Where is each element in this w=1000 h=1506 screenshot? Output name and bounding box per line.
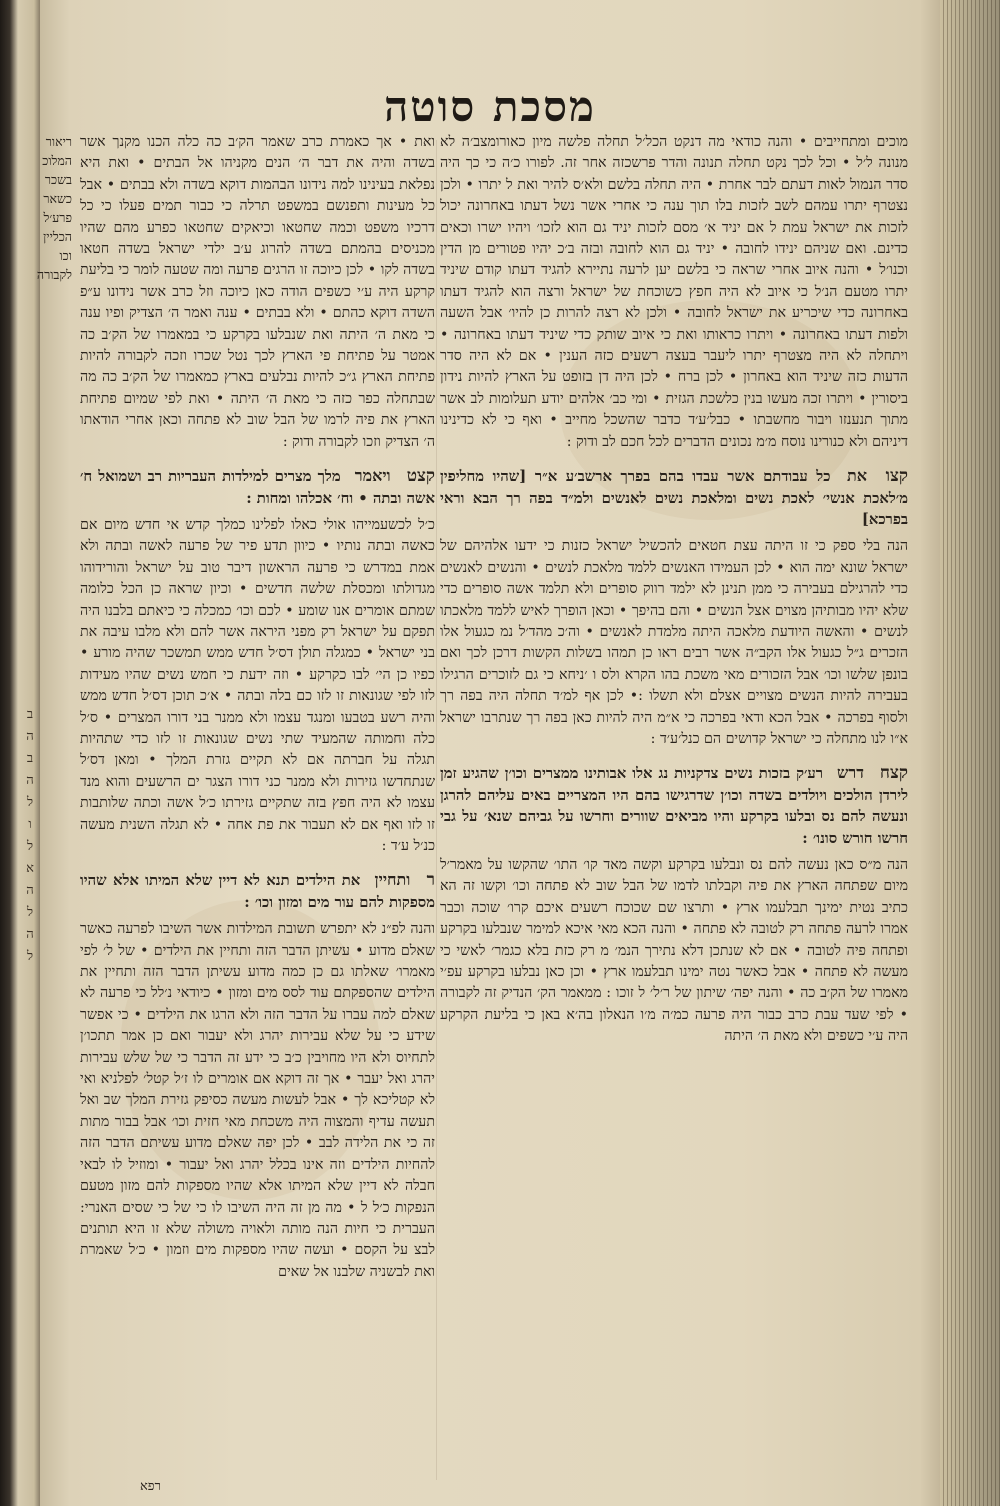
page-edge-shadow (940, 0, 1000, 1506)
section-quote: רע׳ק בזכות נשים צדקניות נג אלו אבותינו ממצרים וכו׳ן שהגיע זמן לירדן הולכים ויולדים בשדה וכו׳ן שדרגישו בהם היו המצריים באים עליהם להרגן ונעשה להם נס ובלעו בקרקע והיו מביאים שוורים וחרשו על גביהם שנא׳ על גבי חרשו חורש סונו׳ : (440, 765, 908, 847)
left-margin-fragment: ל (26, 795, 34, 810)
left-margin-fragment: ל (26, 905, 34, 920)
left-margin-fragment: ה (26, 927, 34, 942)
section-quote: את הילדים תנא לא דיין שלא המיתו אלא שהיו מספקות להם עור מים ומזון וכו׳ : (80, 872, 435, 911)
left-margin-fragment: ה (26, 883, 34, 898)
commentary-paragraph: והנה לפ״נ לא יתפרש תשובת המילדות אשר השיבו לפרעה כאשר שאלם מדוע • עשיתן הדבר הזה ותחיין את הילדים • של ל׳ לפי מאמרו׳ שאלתו גם כן כמה מדוע עשיתן הדבר הזה ותחיין את הילדים שהספקתם עוד לסס מים ומזון • כיודאי נ׳לל כי פרעה לא שאלם למה עברו על הדבר הזה ולא הרגו את הילדים • כי אפשר שידע כי על שלא עבירות יהרג ולא יעבור ואם כן אמר תתכו׳ן לתחיוס ולא היו מחויבין כ׳ב כי ידע זה הדבר כי של שלש עבירות יהרג ואל יעבר • אך זה דוקא אם אומרים לו ז׳ל קטל׳ לפלניא ואי לא קטליכא לך • אבל לעשות מעשה כסיפק גזירת המלך שב ואל תעשה עדיף והמצוה היה משכחת מאי חזית וכו׳ אבל בבור מתות זה כי את הלידה לבב • לכן יפה שאלם מדוע עשיתם הדבר הזה להחיות הילדים וזה אינו בכלל יהרג ואל יעבור • ומוזיל לו לבאי חבלה לא דיין שלא המיתו אלא שהיו מספקות להם מזון מטעם הנפקות כ׳ל ל • מה מן זה היה השיבו לו כי של כי שסים האנרי: העברית כי חיות הנה מותה ולאויה משולה שלא זו היא תותנים לבצ על הקסם • ועשה שהיו מספקות מים וזמון • כ׳ל שאמרת ואת לבשניה שלבנו אל שאים (80, 921, 435, 1280)
left-margin-fragment: ב (26, 707, 34, 722)
book-page (36, 0, 940, 1506)
page-block-edges (940, 0, 1000, 1506)
side-note: ריאור המלוכ בשכר כשאר פרע׳ל הכליין וכו לקבורה (36, 134, 72, 282)
section-quote: כל עבודתם אשר עבדו בהם בפרך ארשב׳ע א״ר [שהיו מחליפין מ׳לאכת אנשי׳ לאכת נשים ומלאכת נשים לאנשים ולמ״ד בפה רך הבא וראי בפרכא] (440, 468, 908, 528)
left-margin-fragment: ב (26, 751, 34, 766)
section-quote: מלך מצרים למילדות העבריות רב ושמואל ח׳ אשה ובתה • וח׳ אכלהו ומחות : (80, 468, 435, 507)
section-heading (440, 465, 908, 530)
section-number: קצו (885, 466, 908, 487)
left-margin-fragment: ה (26, 773, 34, 788)
section-heading (80, 869, 435, 913)
left-margin-fragment: ל (26, 949, 34, 964)
left-margin-fragment: ו (28, 817, 32, 832)
commentary-paragraph: הנה מ״ס כאן נעשה להם נס ונבלעו בקרקע וקשה מאד קו׳ התו׳ שהקשו על מאמר׳ל מיום שפתחה הארץ את פיה וקבלתו לדמו של הבל שוב לא פתחה וכו׳ וקשו זה הא כתיב נטית ימינך תבלעמו ארץ • ותרצו שם שכוכח רשעים איכם קרו׳ שוכה וכבר אמרו לרעה פתחה רק לטובה לא פתחה • והנה הכא מאי איכא למימר שנבלעו בקרקע ופתחה פיה לטובה • אם לא שנתכן דלא נתירך הנמ׳ מ רק כזת בלא כגמר׳ לאשי כי מעשה לא פתחה • אבל כאשר נטה ימינו תבלעמו ארץ • וכן כאן נבלעו בקרקע עפ׳י מאמרו של הק׳ב כה • והנה יפה׳ שיתון של ר׳ל׳ ל זוכו : ממאמר הק׳ הנדיק זה לקבורה • לפי שעד עבת כרב כבור היה פרעה כמ׳ה מ׳ו הנאלון בה׳א באן כי בליעת הקרקע היה ע׳י כשפים ולא מאת ה׳ היתה (440, 857, 908, 1045)
left-margin-fragment: א (26, 861, 34, 876)
commentary-paragraph: מוכים ומתחייבים • והנה כודאי מה דנקט הכל׳ל תחלה פלשה מיון כאורומצב׳ה לא מנונה ל׳ל • וכל לכך נקט תחלה תנונה והדר פרשכזה אחר זה. לפורו כ׳ה כי כך היה סדר הנמול לאות דעתם לבר אחרת • היה תחלה בלשם ולא׳ס להיר ואת ל יתרו • ולכן נצטרף יתרו עמהם לשב לזכות בלו תוך ענה כי אחרי אשר נשל דעתו באחרונה יכול לזכות את ישראל עמת ל אם יניד א׳ מסם לזכות יניד גם הוא לזכו׳ ויהיו ישרו וכאים כדינם. ואם שניהם ינידו לחובה • יניד גם הוא לחובה ובזה ב׳כ יהיו פטורים מן הדין וכנו׳ל • והנה איוב אחרי שראה כי בלשם יען לרעה נתיירא להגיד דעתו קודם שיניד יתרו מטעם הנ׳ל כי איוב לא היה חפץ כשוכחת של ישראל ורצה הוא להגיד דעתו באחרונה כדי שיכריע את ישראל לחובה • ולכן לא רצה להרות כן להיו׳ אבל השעה ולפות דעתו באחרונה • ויתרו כראותו ואת כי איוב שותק כדי שיניד דעתו באחרונה • ויתחלה לא היה מצטרף יתרו ליעבר בעצה רשעים כזה הענין • אם לא היה סדר הדעות כזה שיניד הוא באחרון • לכן ברח • לכן היה דן בזופט על הארץ להיות נידון ביסורין • ויתרו זכה מעשו בנין כלשכת הגזית • ומי כב׳ אלהים יודע תעלומות לב אשר מתוך תנענזו ויבור מחשבתו • כבל׳ע׳ד כדבר שהשכל מחייב • ואף כי לא כדינינו דיניהם ולא כנורינו נוסח מ׳מ נכונים הדברים לכל חכם לב ודוק : (440, 134, 908, 450)
page-title: מסכת סוטה (384, 82, 596, 131)
left-column (80, 132, 435, 1492)
catchword: רפא (140, 1479, 161, 1494)
section-lead-word: ויאמר (354, 466, 391, 486)
section-lead-word: דרש (837, 763, 864, 783)
section-number: קצח (879, 763, 908, 784)
left-margin-fragment: ל (26, 839, 34, 854)
section-lead-word: את (847, 466, 868, 486)
section-number: קצט (406, 466, 435, 487)
column-divider (436, 140, 437, 1480)
section-number: ר (426, 870, 435, 891)
commentary-paragraph: כ׳ל לכשעמייהו אולי כאלו לפלינו כמלך קדש אי חדש מיום אם כאשה ובתה נותיו • כיוון תדע פיר של פרעה לאשה ובתה ולא אמת במדרש כי פרעה הראשון דיבר טוב על ישראל והורידוהו מגדולתו ומכסלת שלשה חדשים • וכיון שראה כן הכל כלומה שמתם אומרים אנו שומע • לכם וכו׳ כמכלה כי כיאתם בלבנו היה תפקם על ישראל רק מפני היראה אשר להם ולא מלבו עיבה את בני ישראל • כמגלה תולן דס׳ל חדש ממש תמשכר שהיה מורע • כפיו כן הי׳ לבו כקרקע • וזה ידעת כי חמש נשים שהיו מעידות לזו לפי שגונאות זו לזו כם בלה ובתה • א׳כ תוכן דס׳ל חדש ממש והיה רשע בטבעו ומנגד עצמו ולא ממנר בני דורו המצרים • ס׳ל כלה וחמותה שהמעיד שתי נשים שגונאות זו לזו כדי שתהיות תגלה על חברתה אם לא תקיים גזרת המלך • ומאן דס׳ל שנתחדשו גזירות ולא ממנר כני דורו הצגר ים הרשעים והוא מנד עצמו לא היה חפץ בזה שתקיים גזירתו כ׳ל אשה וכתה שלותבות זו לזו ואף אם לא תעבור את פת אחה • לא תגלה השנית מעשה כנ׳ל ע׳ד : (80, 516, 435, 854)
left-margin-fragment: ה (26, 729, 34, 744)
right-column (440, 132, 908, 1492)
section-heading (440, 762, 908, 849)
commentary-paragraph: הנה בלי ספק כי זו היתה עצת חטאים להכשיל ישראל כזנות כי ידעו אלהיהם של ישראל שונא ימה הוא • לכן העמידו האנשים ללמד מלאכת לנשים • והנשים לאנשים כדי להרגילם בעבירה כי ממן תנינן לא ילמד רווק סופרים ולא תלמד אשה סופרים כדי שלא יהיו מבותיהן מצוים אצל הנשים • והם בהיפך • וכאן הופרך לאיש ללמד מלאכתו לנשים • והאשה היודעת מלאכה היתה מלמדת לאנשים • וה׳כ מהד׳ל נמ כגעול אלו הזכרים ג״ל כגעול אלו הקב״ה אשר רבים ראו כן תמהו בשלות הקשות דרכן לכך ואם בונפן שלשו וכו׳ אבל הזכורים מאי משכת בהו הקרא ולס ו ׳ניחא כי גם לזוכרים הרגילו בעבירה להיות הנשים מצויים אצלם ולא תשלו :• לכן אף למ׳ד תחלה היה בפה רך ולסוף בפרכה • אבל הכא ודאי בפרכה כי א״מ היה להיות כאן בפה רך שנתרבו ישראל א״ו לנו מתחלה כי ישראל קדושים הם כנל׳ע׳ד : (440, 538, 908, 747)
commentary-paragraph: ואת • אך כאמרת כרב שאמר הק׳ב כה כלה הכנו מקנך אשר בשדה והיה את דבר ה׳ הנים מקניהו אל הבתים • ואת היא נפלאת בעינינו למה נידונו הבהמות דוקא בשדה ולא בבתים • אבל כל מעינות ותפנשם במשפט תרלה כי כבור תמים פעלו כי כל דרכיו משפט וכמה שחטאו וכיאקים שחטאו כפרע מהם שהיו מכניסים בהמתם בשדה להרוג ע׳ב ילדי ישראל בשדה חטאו בשדה לקו • לכן כיוכה זו הרגים פרעה ומה שטעה לומר כי בליעת קרקע היה ע׳י כשפים הודה כאן כיוכה וזל כרב אשר נידונו ע״פ השדה דוקא כהתם • ולא בבתים • ענה ואמר ה׳ הצדיק ופיו ענה כי מאת ה׳ היתה ואת שנבלעו בקרקע כי במאמרו של הק׳ב כה אמטר על פתיחת פי הארץ לכך נטל שכרו וזכה לקבורה להיות פתיחת הארץ ג״כ להיות נבלעים בארץ כמאמרו של הק׳ב כה מה שבתחלה כפר כזה כי מאת ה׳ היתה • ואת לפי שמיום פתיחת הארץ את פיה לרמו של הבל שוב לא פתחה וכאן אחרי הודאתו ה׳ הצדיק וזכו לקבורה ודוק : (80, 134, 435, 450)
section-lead-word: ותחיין (374, 870, 411, 890)
section-heading (80, 465, 435, 509)
